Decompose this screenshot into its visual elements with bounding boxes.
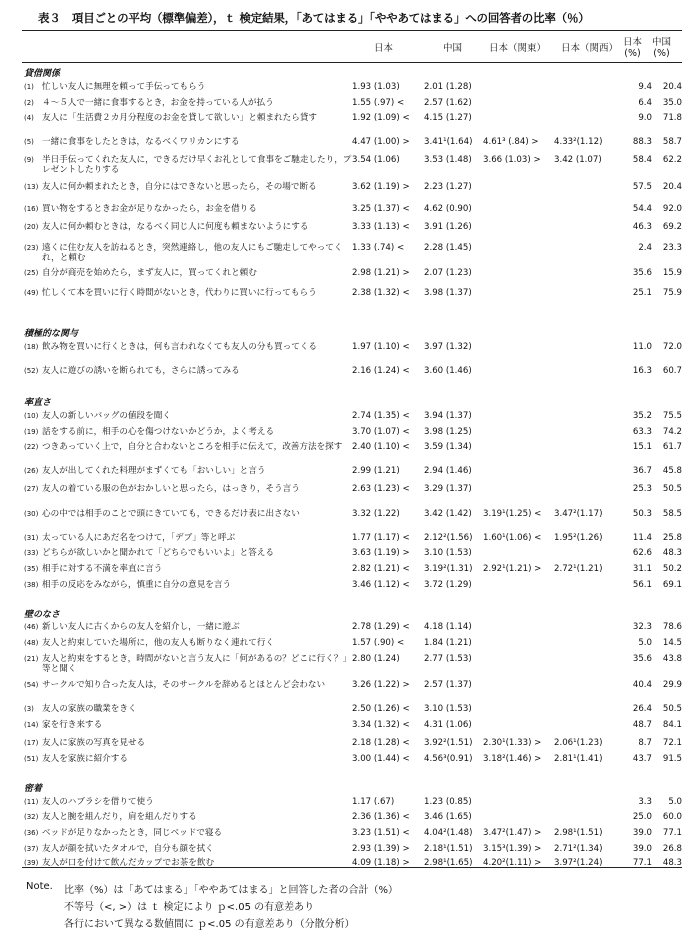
china-value: 3.91 (1.26): [424, 222, 472, 232]
japan-value: 2.16 (1.24) <: [352, 366, 410, 376]
item-text: 太っている人にあだ名をつけて，「デブ」等と呼ぶ: [42, 533, 236, 543]
china-value: 2.57 (1.37): [424, 680, 472, 690]
item-text: 買い物をするときお金が足りなかったら，お金を借りる: [42, 204, 257, 214]
china-value: 2.23 (1.27): [424, 182, 472, 192]
item-number: (35): [24, 565, 39, 573]
japan-value: 2.63 (1.23) <: [352, 484, 410, 494]
china-percent: 58.7: [662, 137, 682, 147]
japan-percent: 25.3: [632, 484, 652, 494]
china-percent: 5.0: [668, 797, 682, 807]
item-number: (32): [24, 813, 39, 821]
japan-value: 2.99 (1.21): [352, 466, 400, 476]
china-percent: 48.3: [662, 858, 682, 868]
item-text: 友人と約束していた場所に，他の友人も断りなく連れて行く: [42, 638, 275, 648]
japan-value: 2.78 (1.29) <: [352, 622, 410, 632]
japan-percent: 43.7: [632, 754, 652, 764]
header-china-pct-line1: 中国: [652, 37, 672, 48]
item-number: (26): [24, 467, 39, 475]
header-rule: [22, 62, 682, 63]
section-title: 壁のなさ: [24, 610, 61, 620]
item-number: (3): [24, 705, 34, 713]
item-text: 友人が出してくれた料理がまずくても「おいしい」と言う: [42, 466, 266, 476]
kanto-value: 2.92¹(1.21) >: [483, 564, 542, 574]
item-number: (36): [24, 829, 39, 837]
kansai-value: 3.47²(1.17): [554, 509, 603, 519]
item-text: 忙しい友人に無理を頼って手伝ってもらう: [42, 82, 206, 92]
china-percent: 50.2: [662, 564, 682, 574]
kanto-value: 3.18²(1.46) >: [483, 754, 542, 764]
japan-percent: 58.4: [632, 155, 652, 165]
japan-value: 2.82 (1.21) <: [352, 564, 410, 574]
japan-value: 4.47 (1.00) >: [352, 137, 410, 147]
item-number: (46): [24, 623, 39, 631]
china-value: 3.42 (1.42): [424, 509, 472, 519]
china-value: 3.97 (1.32): [424, 342, 472, 352]
item-text: 友人と腕を組んだり，肩を組んだりする: [42, 812, 197, 822]
kansai-value: 2.06¹(1.23): [554, 738, 603, 748]
japan-percent: 3.3: [638, 797, 652, 807]
kanto-value: 3.19¹(1.25) <: [483, 509, 542, 519]
china-percent: 61.7: [662, 442, 682, 452]
china-percent: 71.8: [662, 113, 682, 123]
japan-percent: 54.4: [632, 204, 652, 214]
item-number: (52): [24, 367, 39, 375]
kansai-value: 2.81¹(1.41): [554, 754, 603, 764]
item-number: (23): [24, 244, 39, 252]
china-value: 2.77 (1.53): [424, 654, 472, 664]
item-number: (54): [24, 681, 39, 689]
china-percent: 29.9: [662, 680, 682, 690]
item-number: (19): [24, 428, 39, 436]
china-value: 1.84 (1.21): [424, 638, 472, 648]
kansai-value: 2.98¹(1.51): [554, 828, 603, 838]
china-value: 3.46 (1.65): [424, 812, 472, 822]
item-number: (16): [24, 205, 39, 213]
item-text: 一緒に食事をしたときは，なるべくワリカンにする: [42, 137, 240, 147]
header-china: 中国: [443, 43, 463, 54]
item-number: (22): [24, 443, 39, 451]
kansai-value: 2.72¹(1.21): [554, 564, 603, 574]
china-value: 3.94 (1.37): [424, 411, 472, 421]
item-text: 遠くに住む友人を訪ねるとき，突然連絡し，他の友人にもご馳走してやってくれ，と頼む: [42, 243, 343, 264]
section-title: 積極的な関与: [24, 329, 79, 339]
japan-value: 3.62 (1.19) >: [352, 182, 410, 192]
japan-value: 3.32 (1.22): [352, 509, 400, 519]
bottom-rule: [22, 867, 682, 868]
japan-percent: 31.1: [632, 564, 652, 574]
japan-percent: 15.1: [632, 442, 652, 452]
japan-value: 2.18 (1.28) <: [352, 738, 410, 748]
japan-value: 2.50 (1.26) <: [352, 704, 410, 714]
item-text: 飲み物を買いに行くときは，何も言われなくても友人の分も買ってくる: [42, 342, 318, 352]
china-value: 4.04²(1.48): [424, 828, 473, 838]
japan-value: 1.93 (1.03): [352, 82, 400, 92]
china-value: 2.07 (1.23): [424, 268, 472, 278]
china-percent: 62.2: [662, 155, 682, 165]
japan-percent: 5.0: [638, 638, 652, 648]
kansai-value: 3.42 (1.07): [554, 155, 602, 165]
japan-percent: 39.0: [632, 828, 652, 838]
japan-percent: 26.4: [632, 704, 652, 714]
japan-percent: 25.0: [632, 812, 652, 822]
item-text: 話をする前に，相手の心を傷つけないかどうか，よく考える: [42, 427, 275, 437]
item-text: つきあっていく上で，自分と合わないところを相手に伝えて，改善方法を探す: [42, 442, 343, 452]
japan-value: 2.38 (1.32) <: [352, 288, 410, 298]
kansai-value: 4.33²(1.12): [554, 137, 603, 147]
kansai-value: 3.97²(1.24): [554, 858, 603, 868]
china-percent: 78.6: [662, 622, 682, 632]
china-percent: 14.5: [662, 638, 682, 648]
item-number: (2): [24, 99, 34, 107]
china-percent: 20.4: [662, 182, 682, 192]
china-value: 3.60 (1.46): [424, 366, 472, 376]
item-number: (4): [24, 114, 34, 122]
china-percent: 25.8: [662, 533, 682, 543]
japan-value: 4.09 (1.18) >: [352, 858, 410, 868]
japan-percent: 32.3: [632, 622, 652, 632]
item-text: どちらが欲しいかと聞かれて「どちらでもいいよ」と答える: [42, 548, 274, 558]
japan-value: 3.26 (1.22) >: [352, 680, 410, 690]
china-percent: 50.5: [662, 704, 682, 714]
china-value: 2.01 (1.28): [424, 82, 472, 92]
china-percent: 75.5: [662, 411, 682, 421]
header-japan-pct-line2: (%): [624, 48, 641, 59]
kanto-value: 4.61³ (.84) >: [483, 137, 539, 147]
japan-percent: 11.0: [632, 342, 652, 352]
item-number: (25): [24, 269, 39, 277]
china-value: 3.98 (1.25): [424, 427, 472, 437]
japan-percent: 16.3: [632, 366, 652, 376]
china-value: 3.29 (1.37): [424, 484, 472, 494]
item-number: (27): [24, 485, 39, 493]
china-percent: 48.3: [662, 548, 682, 558]
item-text: 友人に遊びの誘いを断られても，さらに誘ってみる: [42, 366, 240, 376]
china-value: 2.28 (1.45): [424, 243, 472, 253]
header-china-pct: [652, 37, 671, 59]
china-percent: 43.8: [662, 654, 682, 664]
item-number: (13): [24, 183, 39, 191]
japan-value: 2.40 (1.10) <: [352, 442, 410, 452]
kanto-value: 1.60¹(1.06) <: [483, 533, 542, 543]
item-number: (17): [24, 739, 39, 747]
japan-percent: 35.6: [632, 268, 652, 278]
item-text: 相手に対する不満を率直に言う: [42, 564, 163, 574]
item-text: 友人に「生活費２カ月分程度のお金を貸して欲しい」と頼まれたら貸す: [42, 113, 318, 123]
japan-percent: 2.4: [638, 243, 652, 253]
header-kanto: 日本（関東）: [489, 43, 547, 54]
item-text: 忙しくて本を買いに行く時間がないとき，代わりに買いに行ってもらう: [42, 288, 317, 298]
item-text: 友人が口を付けて飲んだカップでお茶を飲む: [42, 858, 215, 868]
china-value: 2.98¹(1.65): [424, 858, 473, 868]
item-text: 自分が商売を始めたら，まず友人に，買ってくれと頼む: [42, 268, 257, 278]
japan-percent: 40.4: [632, 680, 652, 690]
japan-percent: 36.7: [632, 466, 652, 476]
china-value: 3.10 (1.53): [424, 548, 472, 558]
item-text: ４～５人で一緒に食事するとき，お金を持っている人が払う: [42, 98, 274, 108]
china-percent: 77.1: [662, 828, 682, 838]
japan-value: 3.54 (1.06): [352, 155, 400, 165]
japan-percent: 11.4: [632, 533, 652, 543]
item-text: サークルで知り合った友人は，そのサークルを辞めるとほとんど会わない: [42, 680, 326, 690]
japan-value: 2.80 (1.24): [352, 654, 400, 664]
china-percent: 60.0: [662, 812, 682, 822]
japan-percent: 35.2: [632, 411, 652, 421]
china-value: 3.92²(1.51): [424, 738, 473, 748]
china-percent: 91.5: [662, 754, 682, 764]
japan-percent: 6.4: [638, 98, 652, 108]
japan-value: 1.17 (.67): [352, 797, 395, 807]
china-value: 1.23 (0.85): [424, 797, 472, 807]
japan-value: 3.63 (1.19) >: [352, 548, 410, 558]
japan-value: 3.23 (1.51) <: [352, 828, 410, 838]
china-percent: 23.3: [662, 243, 682, 253]
section-title: 貸借関係: [24, 69, 61, 79]
item-text: 友人のハブラシを借りて使う: [42, 797, 154, 807]
table-caption: 表３ 項目ごとの平均（標準偏差），ｔ 検定結果，「あてはまる」「ややあてはまる」への回答者の比率（％）: [38, 11, 590, 25]
kanto-value: 3.47²(1.47) >: [483, 828, 542, 838]
china-value: 3.72 (1.29): [424, 580, 472, 590]
item-number: (39): [24, 859, 39, 867]
item-number: (20): [24, 223, 39, 231]
item-text: 友人の家族の職業をきく: [42, 704, 137, 714]
header-kansai: 日本（関西）: [561, 43, 619, 54]
china-percent: 92.0: [662, 204, 682, 214]
header-japan: 日本: [374, 43, 394, 54]
note-label: Note.: [26, 881, 53, 892]
china-percent: 72.1: [662, 738, 682, 748]
item-number: (14): [24, 721, 39, 729]
china-percent: 60.7: [662, 366, 682, 376]
china-percent: 74.2: [662, 427, 682, 437]
japan-percent: 9.4: [638, 82, 652, 92]
item-text: ベッドが足りなかったとき，同じベッドで寝る: [42, 828, 223, 838]
header-china-pct-line2: (%): [653, 48, 670, 59]
item-number: (38): [24, 581, 39, 589]
japan-percent: 48.7: [632, 720, 652, 730]
kanto-value: 4.20²(1.11) >: [483, 858, 542, 868]
item-text: 友人に家族の写真を見せる: [42, 738, 146, 748]
china-value: 3.53 (1.48): [424, 155, 472, 165]
japan-percent: 62.6: [632, 548, 652, 558]
note-line-1: 比率（%）は「あてはまる」「ややあてはまる」と回答した者の合計（%）: [64, 885, 399, 896]
china-value: 3.59 (1.34): [424, 442, 472, 452]
china-percent: 35.0: [662, 98, 682, 108]
china-percent: 58.5: [662, 509, 682, 519]
china-value: 4.62 (0.90): [424, 204, 472, 214]
kanto-value: 3.15³(1.39) >: [483, 844, 542, 854]
japan-percent: 88.3: [632, 137, 652, 147]
china-value: 2.12²(1.56): [424, 533, 473, 543]
item-number: (31): [24, 534, 39, 542]
china-value: 2.94 (1.46): [424, 466, 472, 476]
china-percent: 15.9: [662, 268, 682, 278]
header-japan-pct: [623, 37, 642, 59]
japan-value: 3.46 (1.12) <: [352, 580, 410, 590]
japan-percent: 8.7: [638, 738, 652, 748]
japan-value: 1.33 (.74) <: [352, 243, 405, 253]
china-percent: 72.0: [662, 342, 682, 352]
japan-percent: 63.3: [632, 427, 652, 437]
china-value: 3.41¹(1.64): [424, 137, 473, 147]
note-line-3: 各行において異なる数値間に ｐ<.05 の有意差あり（分散分析）: [64, 919, 355, 930]
japan-value: 1.97 (1.10) <: [352, 342, 410, 352]
china-value: 3.10 (1.53): [424, 704, 472, 714]
item-number: (5): [24, 138, 34, 146]
japan-value: 1.57 (.90) <: [352, 638, 405, 648]
japan-percent: 25.1: [632, 288, 652, 298]
section-title: 密着: [24, 784, 43, 794]
china-value: 3.19²(1.31): [424, 564, 473, 574]
item-number: (37): [24, 845, 39, 853]
japan-percent: 39.0: [632, 844, 652, 854]
item-number: (10): [24, 412, 39, 420]
japan-value: 2.74 (1.35) <: [352, 411, 410, 421]
item-text: 相手の反応をみながら，慎重に自分の意見を言う: [42, 580, 232, 590]
china-percent: 69.2: [662, 222, 682, 232]
china-value: 2.18¹(1.51): [424, 844, 473, 854]
china-value: 2.57 (1.62): [424, 98, 472, 108]
item-text: 半日手伝ってくれた友人に，できるだけ早くお礼として食事をご馳走したり，プレゼントしたりする: [42, 155, 352, 176]
china-value: 4.18 (1.14): [424, 622, 472, 632]
item-text: 友人の着ている服の色がおかしいと思ったら，はっきり，そう言う: [42, 484, 300, 494]
japan-percent: 46.3: [632, 222, 652, 232]
top-rule: [22, 30, 682, 31]
japan-value: 3.70 (1.07) <: [352, 427, 410, 437]
kanto-value: 3.66 (1.03) >: [483, 155, 541, 165]
japan-value: 3.25 (1.37) <: [352, 204, 410, 214]
kansai-value: 2.71²(1.34): [554, 844, 603, 854]
japan-percent: 56.1: [632, 580, 652, 590]
kansai-value: 1.95²(1.26): [554, 533, 603, 543]
item-text: 友人に何か頼まれたとき，自分にはできないと思ったら，その場で断る: [42, 182, 317, 192]
note-line-2: 不等号（<, >）は ｔ 検定により ｐ<.05 の有意差あり: [64, 902, 315, 913]
item-text: 友人と約束をするとき，時間がないと言う友人に「何があるの？どこに行く？」等と聞く: [42, 654, 352, 675]
item-text: 心の中では相手のことで頭にきていても，できるだけ表に出さない: [42, 509, 300, 519]
item-text: 家を行き来する: [42, 720, 103, 730]
japan-value: 1.92 (1.09) <: [352, 113, 410, 123]
item-text: 友人が顔を拭いたタオルで，自分も顔を拭く: [42, 844, 214, 854]
japan-percent: 50.3: [632, 509, 652, 519]
japan-value: 3.34 (1.32) <: [352, 720, 410, 730]
japan-value: 1.55 (.97) <: [352, 98, 405, 108]
japan-value: 2.36 (1.36) <: [352, 812, 410, 822]
china-percent: 20.4: [662, 82, 682, 92]
japan-value: 1.77 (1.17) <: [352, 533, 410, 543]
china-percent: 26.8: [662, 844, 682, 854]
japan-value: 2.93 (1.39) >: [352, 844, 410, 854]
item-number: (18): [24, 343, 39, 351]
item-number: (33): [24, 549, 39, 557]
china-value: 4.15 (1.27): [424, 113, 472, 123]
kanto-value: 2.30¹(1.33) >: [483, 738, 542, 748]
japan-percent: 77.1: [632, 858, 652, 868]
china-percent: 45.8: [662, 466, 682, 476]
japan-value: 3.00 (1.44) <: [352, 754, 410, 764]
item-text: 友人に何か頼むときは，なるべく同じ人に何度も頼まないようにする: [42, 222, 309, 232]
china-value: 4.31 (1.06): [424, 720, 472, 730]
header-japan-pct-line1: 日本: [623, 37, 643, 48]
item-number: (51): [24, 755, 39, 763]
item-number: (11): [24, 798, 39, 806]
item-number: (9): [24, 156, 34, 164]
china-percent: 50.5: [662, 484, 682, 494]
item-number: (30): [24, 510, 39, 518]
china-percent: 75.9: [662, 288, 682, 298]
china-value: 4.56³(0.91): [424, 754, 473, 764]
item-text: 新しい友人に古くからの友人を紹介し，一緒に遊ぶ: [42, 622, 240, 632]
item-text: 友人を家族に紹介する: [42, 754, 128, 764]
japan-value: 3.33 (1.13) <: [352, 222, 410, 232]
item-number: (48): [24, 639, 39, 647]
japan-percent: 35.6: [632, 654, 652, 664]
china-percent: 84.1: [662, 720, 682, 730]
china-value: 3.98 (1.37): [424, 288, 472, 298]
japan-value: 2.98 (1.21) >: [352, 268, 410, 278]
japan-percent: 57.5: [632, 182, 652, 192]
section-title: 率直さ: [24, 398, 52, 408]
item-number: (21): [24, 655, 39, 663]
item-number: (1): [24, 83, 34, 91]
item-number: (49): [24, 289, 39, 297]
japan-percent: 9.0: [638, 113, 652, 123]
china-percent: 69.1: [662, 580, 682, 590]
item-text: 友人の新しいバッグの値段を聞く: [42, 411, 171, 421]
